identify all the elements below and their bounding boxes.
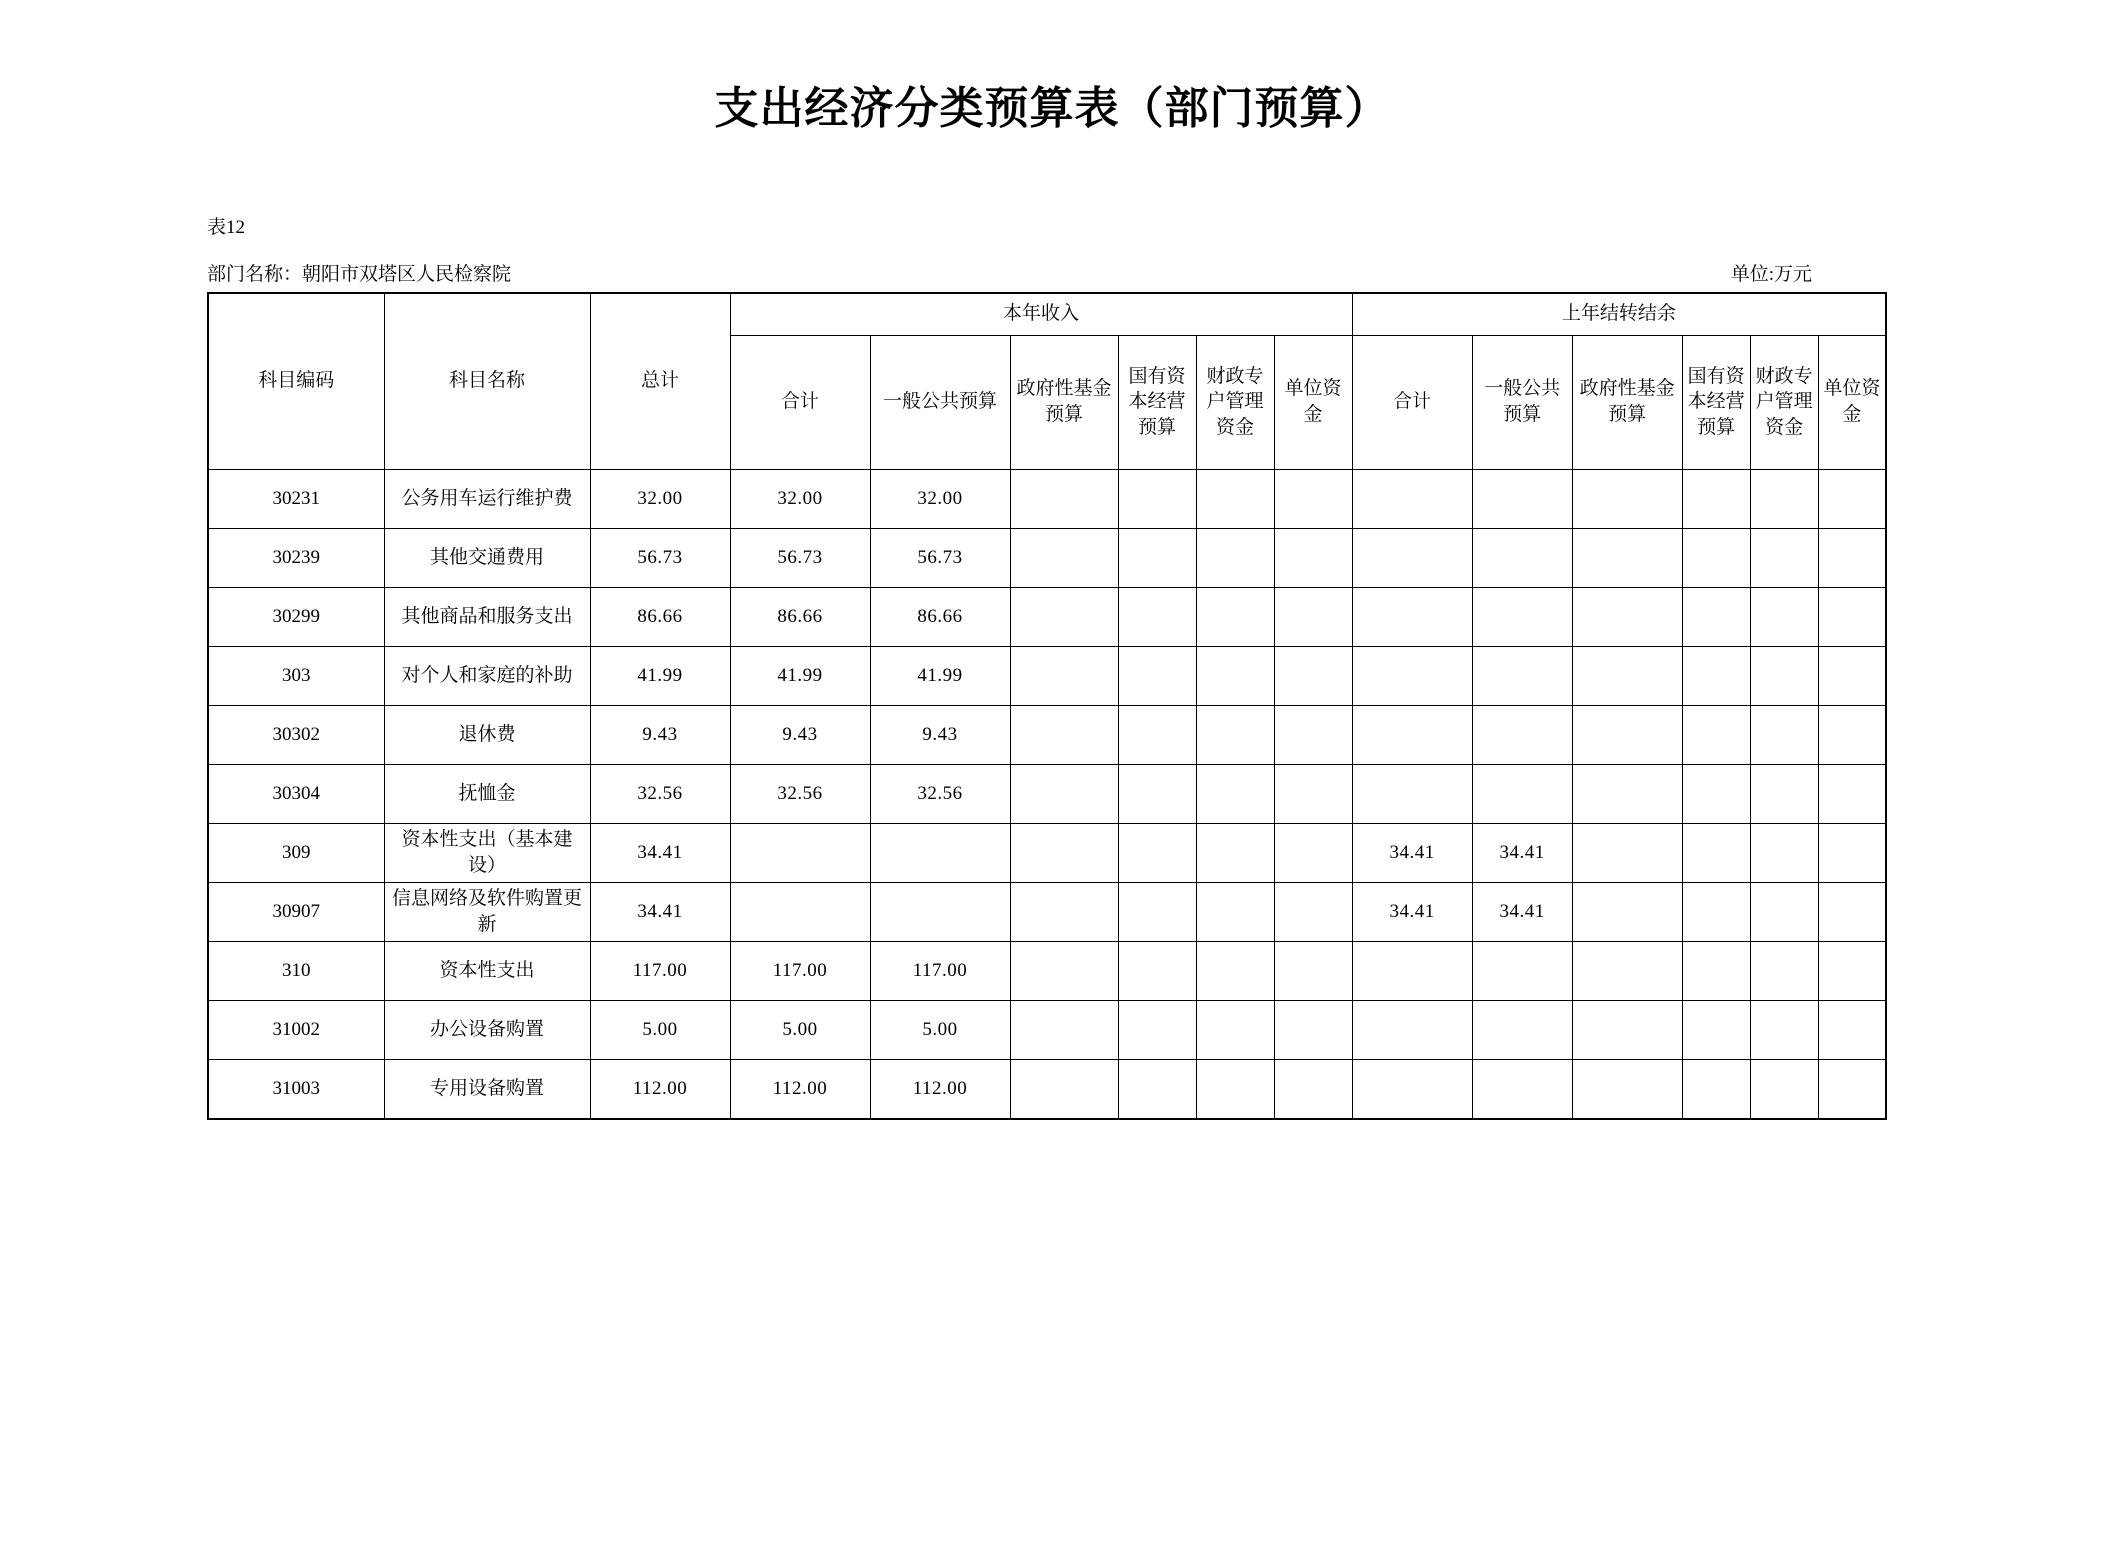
cell-income-state-capital (1118, 764, 1196, 823)
cell-income-fiscal-special (1196, 705, 1274, 764)
cell-subject-name: 退休费 (384, 705, 590, 764)
cell-code: 31002 (208, 1000, 384, 1059)
cell-carryover-state-capital (1682, 705, 1750, 764)
cell-subject-name: 专用设备购置 (384, 1059, 590, 1119)
document-meta (162, 212, 1942, 286)
cell-total: 9.43 (590, 705, 730, 764)
cell-total: 34.41 (590, 882, 730, 941)
cell-carryover-state-capital (1682, 941, 1750, 1000)
cell-carryover-subtotal (1352, 705, 1472, 764)
cell-income-fiscal-special (1196, 469, 1274, 528)
cell-income-general-public: 117.00 (870, 941, 1010, 1000)
cell-income-gov-fund (1010, 528, 1118, 587)
cell-income-general-public: 9.43 (870, 705, 1010, 764)
cell-carryover-subtotal (1352, 469, 1472, 528)
table-row (208, 469, 1886, 528)
cell-carryover-general-public (1472, 528, 1572, 587)
cell-income-gov-fund (1010, 764, 1118, 823)
header-income-fiscal-special: 财政专户管理资金 (1196, 335, 1274, 469)
cell-income-general-public (870, 823, 1010, 882)
cell-income-fiscal-special (1196, 882, 1274, 941)
cell-carryover-unit-fund (1818, 1059, 1886, 1119)
cell-carryover-unit-fund (1818, 469, 1886, 528)
header-code: 科目编码 (208, 293, 384, 469)
cell-carryover-gov-fund (1572, 1059, 1682, 1119)
header-group-year-income: 本年收入 (730, 293, 1352, 335)
budget-table-wrap (162, 292, 1942, 1120)
cell-carryover-gov-fund (1572, 469, 1682, 528)
cell-code: 30299 (208, 587, 384, 646)
cell-carryover-general-public: 34.41 (1472, 823, 1572, 882)
cell-total: 56.73 (590, 528, 730, 587)
cell-income-general-public (870, 882, 1010, 941)
cell-total: 112.00 (590, 1059, 730, 1119)
cell-carryover-general-public (1472, 469, 1572, 528)
cell-income-unit-fund (1274, 1000, 1352, 1059)
cell-total: 32.56 (590, 764, 730, 823)
cell-income-gov-fund (1010, 646, 1118, 705)
header-carryover-general-public: 一般公共预算 (1472, 335, 1572, 469)
cell-income-state-capital (1118, 528, 1196, 587)
cell-income-fiscal-special (1196, 764, 1274, 823)
table-row (208, 705, 1886, 764)
cell-carryover-gov-fund (1572, 705, 1682, 764)
cell-carryover-subtotal (1352, 941, 1472, 1000)
cell-income-subtotal: 41.99 (730, 646, 870, 705)
cell-carryover-fiscal-special (1750, 587, 1818, 646)
table-row (208, 941, 1886, 1000)
cell-income-unit-fund (1274, 587, 1352, 646)
cell-carryover-state-capital (1682, 882, 1750, 941)
cell-income-subtotal: 86.66 (730, 587, 870, 646)
cell-income-state-capital (1118, 587, 1196, 646)
table-row (208, 587, 1886, 646)
cell-carryover-subtotal (1352, 1059, 1472, 1119)
cell-subject-name: 抚恤金 (384, 764, 590, 823)
cell-code: 31003 (208, 1059, 384, 1119)
cell-carryover-fiscal-special (1750, 469, 1818, 528)
cell-carryover-state-capital (1682, 646, 1750, 705)
cell-carryover-unit-fund (1818, 705, 1886, 764)
cell-subject-name: 对个人和家庭的补助 (384, 646, 590, 705)
cell-carryover-general-public (1472, 941, 1572, 1000)
department-name: 部门名称：朝阳市双塔区人民检察院 (207, 264, 512, 285)
table-row (208, 528, 1886, 587)
cell-carryover-state-capital (1682, 823, 1750, 882)
page-title: 支出经济分类预算表（部门预算） (714, 84, 1390, 133)
cell-code: 30302 (208, 705, 384, 764)
cell-subject-name: 其他商品和服务支出 (384, 587, 590, 646)
cell-income-subtotal (730, 823, 870, 882)
cell-code: 30231 (208, 469, 384, 528)
table-row (208, 1059, 1886, 1119)
cell-carryover-state-capital (1682, 764, 1750, 823)
cell-carryover-fiscal-special (1750, 705, 1818, 764)
cell-income-state-capital (1118, 823, 1196, 882)
cell-carryover-fiscal-special (1750, 646, 1818, 705)
cell-carryover-subtotal: 34.41 (1352, 823, 1472, 882)
cell-carryover-fiscal-special (1750, 764, 1818, 823)
cell-code: 30304 (208, 764, 384, 823)
cell-income-gov-fund (1010, 1000, 1118, 1059)
cell-income-unit-fund (1274, 823, 1352, 882)
cell-carryover-gov-fund (1572, 587, 1682, 646)
cell-carryover-gov-fund (1572, 941, 1682, 1000)
cell-income-unit-fund (1274, 764, 1352, 823)
cell-carryover-unit-fund (1818, 882, 1886, 941)
cell-carryover-state-capital (1682, 528, 1750, 587)
cell-income-subtotal (730, 882, 870, 941)
cell-carryover-general-public (1472, 764, 1572, 823)
table-header-group-row (208, 293, 1886, 335)
cell-income-state-capital (1118, 469, 1196, 528)
cell-income-gov-fund (1010, 587, 1118, 646)
table-row (208, 764, 1886, 823)
cell-total: 41.99 (590, 646, 730, 705)
cell-income-fiscal-special (1196, 1000, 1274, 1059)
cell-carryover-gov-fund (1572, 646, 1682, 705)
cell-carryover-subtotal: 34.41 (1352, 882, 1472, 941)
cell-carryover-unit-fund (1818, 646, 1886, 705)
cell-carryover-unit-fund (1818, 941, 1886, 1000)
cell-income-fiscal-special (1196, 823, 1274, 882)
header-income-gov-fund: 政府性基金预算 (1010, 335, 1118, 469)
cell-income-general-public: 32.56 (870, 764, 1010, 823)
cell-income-general-public: 112.00 (870, 1059, 1010, 1119)
header-carryover-subtotal: 合计 (1352, 335, 1472, 469)
unit-label: 单位:万元 (1730, 264, 1812, 285)
cell-income-gov-fund (1010, 469, 1118, 528)
cell-income-gov-fund (1010, 823, 1118, 882)
cell-income-state-capital (1118, 941, 1196, 1000)
meta-row (207, 259, 1942, 286)
cell-carryover-unit-fund (1818, 764, 1886, 823)
cell-income-subtotal: 117.00 (730, 941, 870, 1000)
cell-income-fiscal-special (1196, 941, 1274, 1000)
header-carryover-state-capital: 国有资本经营预算 (1682, 335, 1750, 469)
cell-carryover-subtotal (1352, 587, 1472, 646)
header-carryover-fiscal-special: 财政专户管理资金 (1750, 335, 1818, 469)
table-row (208, 1000, 1886, 1059)
cell-code: 310 (208, 941, 384, 1000)
header-total: 总计 (590, 293, 730, 469)
header-income-unit-fund: 单位资金 (1274, 335, 1352, 469)
cell-income-unit-fund (1274, 941, 1352, 1000)
cell-income-gov-fund (1010, 705, 1118, 764)
table-body (208, 469, 1886, 1119)
cell-income-unit-fund (1274, 882, 1352, 941)
cell-income-unit-fund (1274, 469, 1352, 528)
table-number: 表12 (207, 217, 246, 238)
cell-income-unit-fund (1274, 705, 1352, 764)
page (0, 72, 2104, 1560)
cell-carryover-gov-fund (1572, 764, 1682, 823)
cell-subject-name: 信息网络及软件购置更新 (384, 882, 590, 941)
cell-income-fiscal-special (1196, 1059, 1274, 1119)
cell-income-general-public: 56.73 (870, 528, 1010, 587)
cell-income-gov-fund (1010, 1059, 1118, 1119)
cell-carryover-subtotal (1352, 764, 1472, 823)
cell-income-general-public: 32.00 (870, 469, 1010, 528)
cell-carryover-fiscal-special (1750, 941, 1818, 1000)
cell-carryover-general-public (1472, 1059, 1572, 1119)
table-row (208, 823, 1886, 882)
header-carryover-unit-fund: 单位资金 (1818, 335, 1886, 469)
cell-subject-name: 资本性支出 (384, 941, 590, 1000)
header-income-general-public: 一般公共预算 (870, 335, 1010, 469)
cell-income-unit-fund (1274, 646, 1352, 705)
cell-code: 309 (208, 823, 384, 882)
cell-carryover-general-public (1472, 705, 1572, 764)
cell-income-unit-fund (1274, 528, 1352, 587)
budget-table (207, 292, 1887, 1120)
cell-income-subtotal: 32.00 (730, 469, 870, 528)
cell-carryover-general-public (1472, 1000, 1572, 1059)
cell-carryover-fiscal-special (1750, 882, 1818, 941)
cell-carryover-subtotal (1352, 528, 1472, 587)
cell-income-fiscal-special (1196, 528, 1274, 587)
cell-carryover-general-public (1472, 587, 1572, 646)
cell-carryover-gov-fund (1572, 823, 1682, 882)
cell-income-gov-fund (1010, 882, 1118, 941)
cell-carryover-subtotal (1352, 646, 1472, 705)
cell-income-general-public: 86.66 (870, 587, 1010, 646)
cell-carryover-unit-fund (1818, 823, 1886, 882)
header-income-state-capital: 国有资本经营预算 (1118, 335, 1196, 469)
cell-carryover-fiscal-special (1750, 823, 1818, 882)
cell-subject-name: 公务用车运行维护费 (384, 469, 590, 528)
cell-income-state-capital (1118, 705, 1196, 764)
cell-income-fiscal-special (1196, 646, 1274, 705)
cell-carryover-fiscal-special (1750, 1000, 1818, 1059)
cell-carryover-state-capital (1682, 469, 1750, 528)
cell-carryover-gov-fund (1572, 528, 1682, 587)
header-income-subtotal: 合计 (730, 335, 870, 469)
cell-income-subtotal: 9.43 (730, 705, 870, 764)
cell-subject-name: 其他交通费用 (384, 528, 590, 587)
cell-carryover-state-capital (1682, 1059, 1750, 1119)
cell-carryover-unit-fund (1818, 1000, 1886, 1059)
cell-income-state-capital (1118, 1059, 1196, 1119)
cell-income-subtotal: 32.56 (730, 764, 870, 823)
cell-income-state-capital (1118, 646, 1196, 705)
cell-carryover-state-capital (1682, 587, 1750, 646)
header-name: 科目名称 (384, 293, 590, 469)
cell-carryover-subtotal (1352, 1000, 1472, 1059)
cell-carryover-fiscal-special (1750, 1059, 1818, 1119)
cell-income-subtotal: 56.73 (730, 528, 870, 587)
cell-total: 34.41 (590, 823, 730, 882)
cell-code: 30907 (208, 882, 384, 941)
cell-carryover-general-public (1472, 646, 1572, 705)
cell-income-state-capital (1118, 1000, 1196, 1059)
cell-total: 86.66 (590, 587, 730, 646)
cell-total: 117.00 (590, 941, 730, 1000)
cell-code: 30239 (208, 528, 384, 587)
cell-subject-name: 办公设备购置 (384, 1000, 590, 1059)
cell-income-gov-fund (1010, 941, 1118, 1000)
cell-income-general-public: 41.99 (870, 646, 1010, 705)
cell-income-unit-fund (1274, 1059, 1352, 1119)
header-carryover-gov-fund: 政府性基金预算 (1572, 335, 1682, 469)
table-row (208, 882, 1886, 941)
cell-income-subtotal: 5.00 (730, 1000, 870, 1059)
cell-code: 303 (208, 646, 384, 705)
cell-subject-name: 资本性支出（基本建设） (384, 823, 590, 882)
cell-carryover-general-public: 34.41 (1472, 882, 1572, 941)
cell-total: 32.00 (590, 469, 730, 528)
cell-income-general-public: 5.00 (870, 1000, 1010, 1059)
cell-carryover-gov-fund (1572, 1000, 1682, 1059)
cell-carryover-fiscal-special (1750, 528, 1818, 587)
cell-income-state-capital (1118, 882, 1196, 941)
cell-carryover-unit-fund (1818, 587, 1886, 646)
cell-carryover-gov-fund (1572, 882, 1682, 941)
cell-carryover-state-capital (1682, 1000, 1750, 1059)
cell-total: 5.00 (590, 1000, 730, 1059)
cell-carryover-unit-fund (1818, 528, 1886, 587)
table-row (208, 646, 1886, 705)
cell-income-subtotal: 112.00 (730, 1059, 870, 1119)
cell-income-fiscal-special (1196, 587, 1274, 646)
header-group-carryover: 上年结转结余 (1352, 293, 1886, 335)
